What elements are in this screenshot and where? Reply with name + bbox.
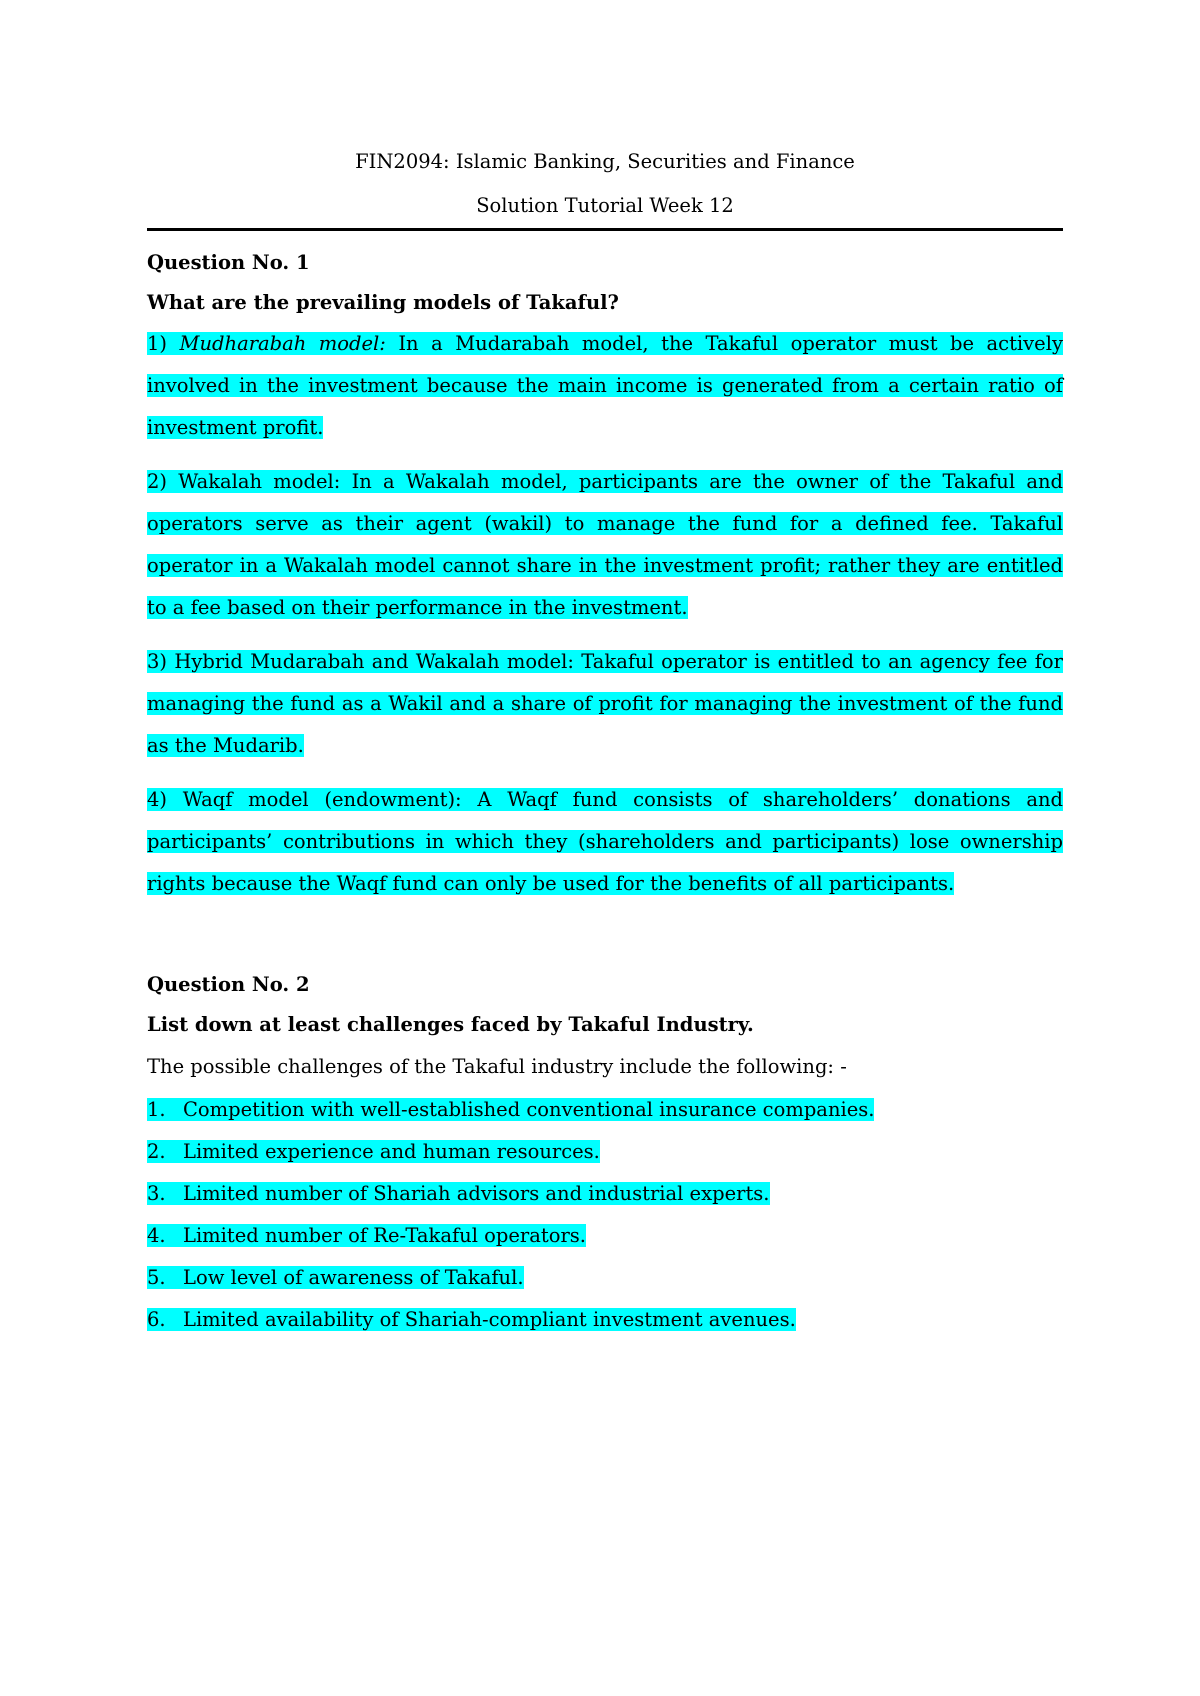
item-number: 5. — [147, 1266, 166, 1289]
answer-paragraph — [147, 641, 1063, 767]
answer-prefix: 1) — [147, 332, 180, 355]
item-text: Limited experience and human resources. — [183, 1140, 600, 1163]
question-2-label: Question No. 2 — [147, 973, 310, 996]
answer-text: 4) Waqf model (endowment): A Waqf fund consists of shareholders’ donations and participants’ contributions in which they (shareholders and participants) lose ownership rights because the Waqf fund can only be used for the benefits of all participants. — [147, 788, 1063, 895]
item-number: 3. — [147, 1182, 166, 1205]
highlighted-answer — [147, 332, 1063, 439]
highlighted-item — [147, 1182, 770, 1205]
document-page — [147, 140, 1063, 1341]
highlighted-item — [147, 1308, 796, 1331]
item-text: Limited availability of Shariah-compliant investment avenues. — [183, 1308, 796, 1331]
list-item — [147, 1131, 1063, 1173]
item-text: Limited number of Shariah advisors and industrial experts. — [183, 1182, 770, 1205]
answer-paragraph — [147, 779, 1063, 905]
question-2-prompt: List down at least challenges faced by Takaful Industry. — [147, 1013, 754, 1036]
list-item — [147, 1299, 1063, 1341]
challenges-intro: The possible challenges of the Takaful industry include the following: - — [147, 1055, 847, 1078]
question-2-section — [147, 965, 1063, 1341]
answer-text: 3) Hybrid Mudarabah and Wakalah model: Takaful operator is entitled to an agency fee for managing the fund as a Wakil and a share of profit for managing the investment of the fund as the Mudarib. — [147, 650, 1063, 757]
item-number: 4. — [147, 1224, 166, 1247]
item-text: Limited number of Re-Takaful operators. — [183, 1224, 586, 1247]
answer-paragraph — [147, 323, 1063, 449]
course-title: FIN2094: Islamic Banking, Securities and Finance — [355, 150, 855, 173]
item-text: Low level of awareness of Takaful. — [183, 1266, 524, 1289]
answer-text: In a Mudarabah model, the Takaful operator must be actively involved in the investment because the main income is generated from a certain ratio of investment profit. — [147, 332, 1063, 439]
answer-term: Mudharabah model: — [179, 332, 386, 355]
item-text: Competition with well-established conventional insurance companies. — [183, 1098, 875, 1121]
header-rule — [147, 228, 1063, 231]
highlighted-item — [147, 1224, 586, 1247]
answer-text: 2) Wakalah model: In a Wakalah model, participants are the owner of the Takaful and operators serve as their agent (wakil) to manage the fund for a defined fee. Takaful operator in a Wakalah model cannot share in the investment profit; rather they are entitled to a fee based on their performance in the investment. — [147, 470, 1063, 619]
item-number: 2. — [147, 1140, 166, 1163]
highlighted-item — [147, 1266, 524, 1289]
item-number: 6. — [147, 1308, 166, 1331]
list-item — [147, 1173, 1063, 1215]
question-1-prompt: What are the prevailing models of Takaful? — [147, 291, 619, 314]
question-1-label: Question No. 1 — [147, 251, 310, 274]
highlighted-item — [147, 1140, 600, 1163]
list-item — [147, 1215, 1063, 1257]
answer-paragraph — [147, 461, 1063, 629]
item-number: 1. — [147, 1098, 166, 1121]
highlighted-item — [147, 1098, 874, 1121]
question-1-section — [147, 243, 1063, 905]
list-item — [147, 1089, 1063, 1131]
list-item — [147, 1257, 1063, 1299]
document-header — [147, 140, 1063, 228]
tutorial-subtitle: Solution Tutorial Week 12 — [476, 194, 734, 217]
section-spacer — [147, 917, 1063, 965]
challenges-list — [147, 1089, 1063, 1341]
